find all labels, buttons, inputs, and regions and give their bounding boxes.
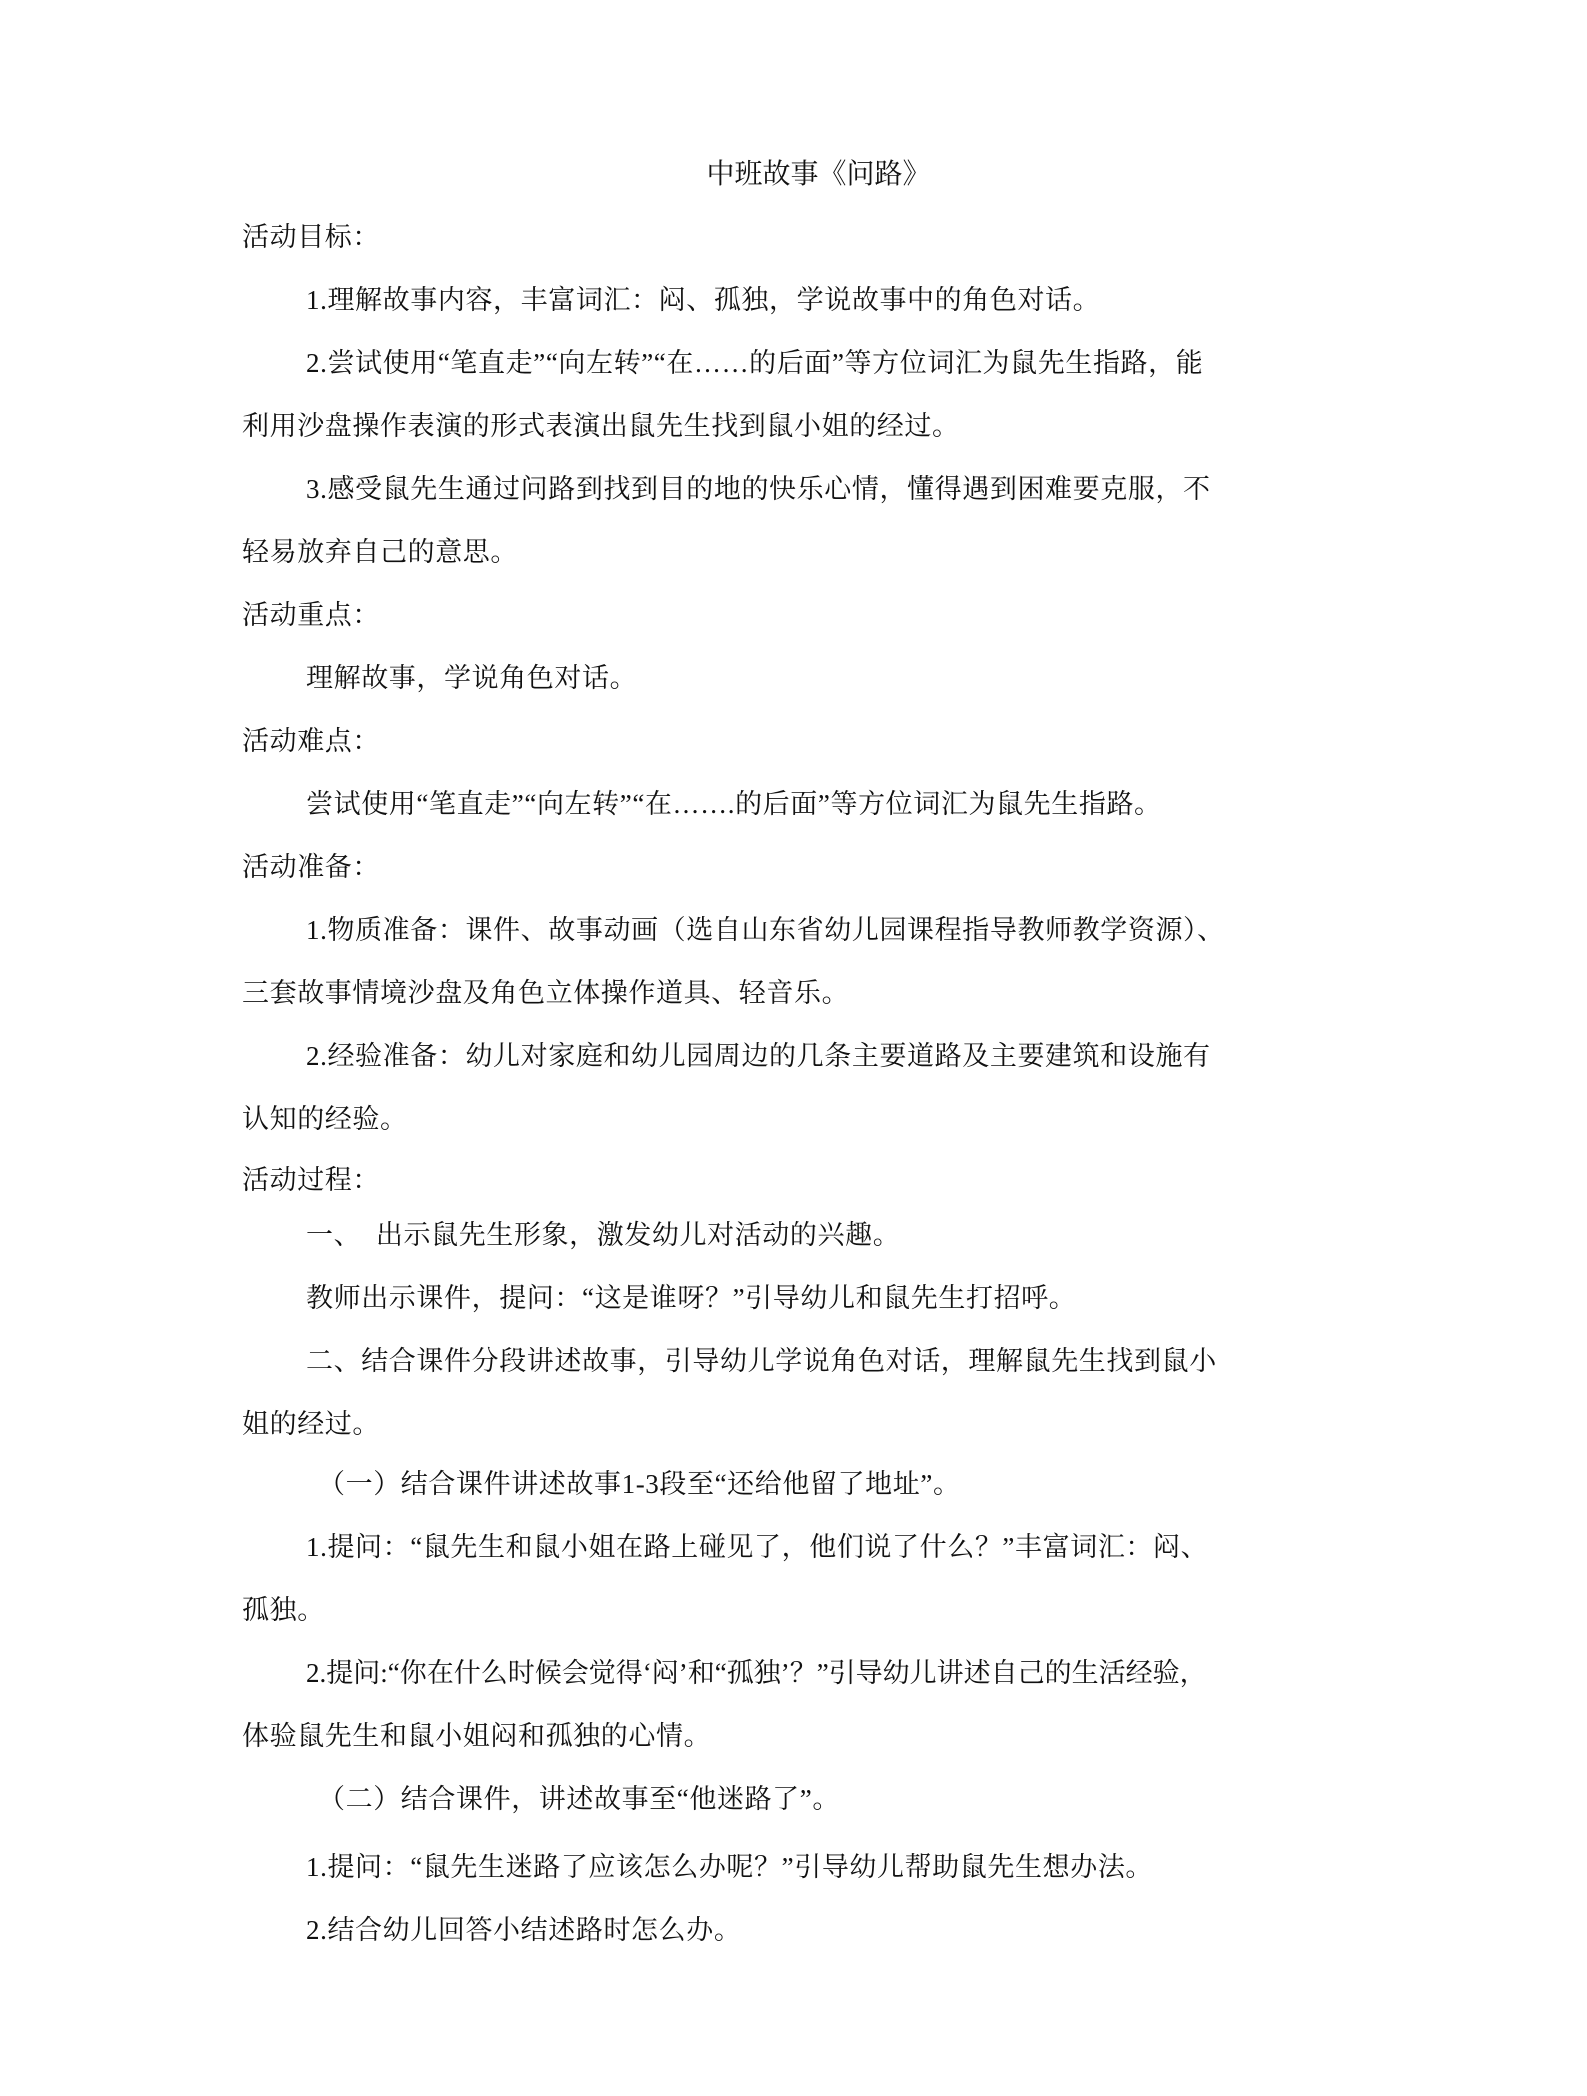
preparation-item-1: 1.物质准备：课件、故事动画（选自山东省幼儿园课程指导教师教学资源）、 [306, 915, 1225, 945]
key-point-text: 理解故事，学说角色对话。 [306, 663, 638, 693]
process-step-1: 一、 出示鼠先生形象，激发幼儿对活动的兴趣。 [306, 1220, 901, 1250]
preparation-item-2-cont: 认知的经验。 [242, 1104, 408, 1134]
section-heading-process: 活动过程： [242, 1165, 380, 1195]
substep-2-summary: 2.结合幼儿回答小结述路时怎么办。 [306, 1915, 742, 1945]
substep-1-question-2-cont: 体验鼠先生和鼠小姐闷和孤独的心情。 [242, 1721, 712, 1751]
goal-item-2-cont: 利用沙盘操作表演的形式表演出鼠先生找到鼠小姐的经过。 [242, 411, 960, 441]
process-step-2-cont: 姐的经过。 [242, 1409, 380, 1439]
goal-item-1: 1.理解故事内容，丰富词汇：闷、孤独，学说故事中的角色对话。 [306, 285, 1101, 315]
section-heading-goals: 活动目标： [242, 222, 380, 252]
process-step-1-detail: 教师出示课件，提问：“这是谁呀？”引导幼儿和鼠先生打招呼。 [306, 1283, 1077, 1313]
process-step-2: 二、结合课件分段讲述故事，引导幼儿学说角色对话，理解鼠先生找到鼠小 [306, 1346, 1217, 1376]
substep-1-question-2: 2.提问:“你在什么时候会觉得‘闷’和“孤独’？”引导幼儿讲述自己的生活经验， [306, 1658, 1207, 1688]
goal-item-3-cont: 轻易放弃自己的意思。 [242, 537, 518, 567]
substep-2-question-1: 1.提问：“鼠先生迷路了应该怎么办呢？”引导幼儿帮助鼠先生想办法。 [306, 1852, 1154, 1882]
substep-1-heading: （一）结合课件讲述故事1-3段至“还给他留了地址”。 [318, 1469, 961, 1499]
substep-1-question-1: 1.提问：“鼠先生和鼠小姐在路上碰见了，他们说了什么？”丰富词汇：闷、 [306, 1532, 1209, 1562]
document-title: 中班故事《问路》 [706, 159, 931, 190]
section-heading-preparation: 活动准备： [242, 852, 380, 882]
goal-item-2: 2.尝试使用“笔直走”“向左转”“在……的后面”等方位词汇为鼠先生指路，能 [306, 348, 1204, 378]
goal-item-3: 3.感受鼠先生通过问路到找到目的地的快乐心情，懂得遇到困难要克服，不 [306, 474, 1211, 504]
section-heading-key-points: 活动重点： [242, 600, 380, 630]
substep-1-question-1-cont: 孤独。 [242, 1595, 325, 1625]
substep-2-heading: （二）结合课件，讲述故事至“他迷路了”。 [318, 1784, 840, 1814]
preparation-item-1-cont: 三套故事情境沙盘及角色立体操作道具、轻音乐。 [242, 978, 850, 1008]
difficulty-text: 尝试使用“笔直走”“向左转”“在…….的后面”等方位词汇为鼠先生指路。 [306, 789, 1162, 819]
preparation-item-2: 2.经验准备：幼儿对家庭和幼儿园周边的几条主要道路及主要建筑和设施有 [306, 1041, 1211, 1071]
section-heading-difficulties: 活动难点： [242, 726, 380, 756]
